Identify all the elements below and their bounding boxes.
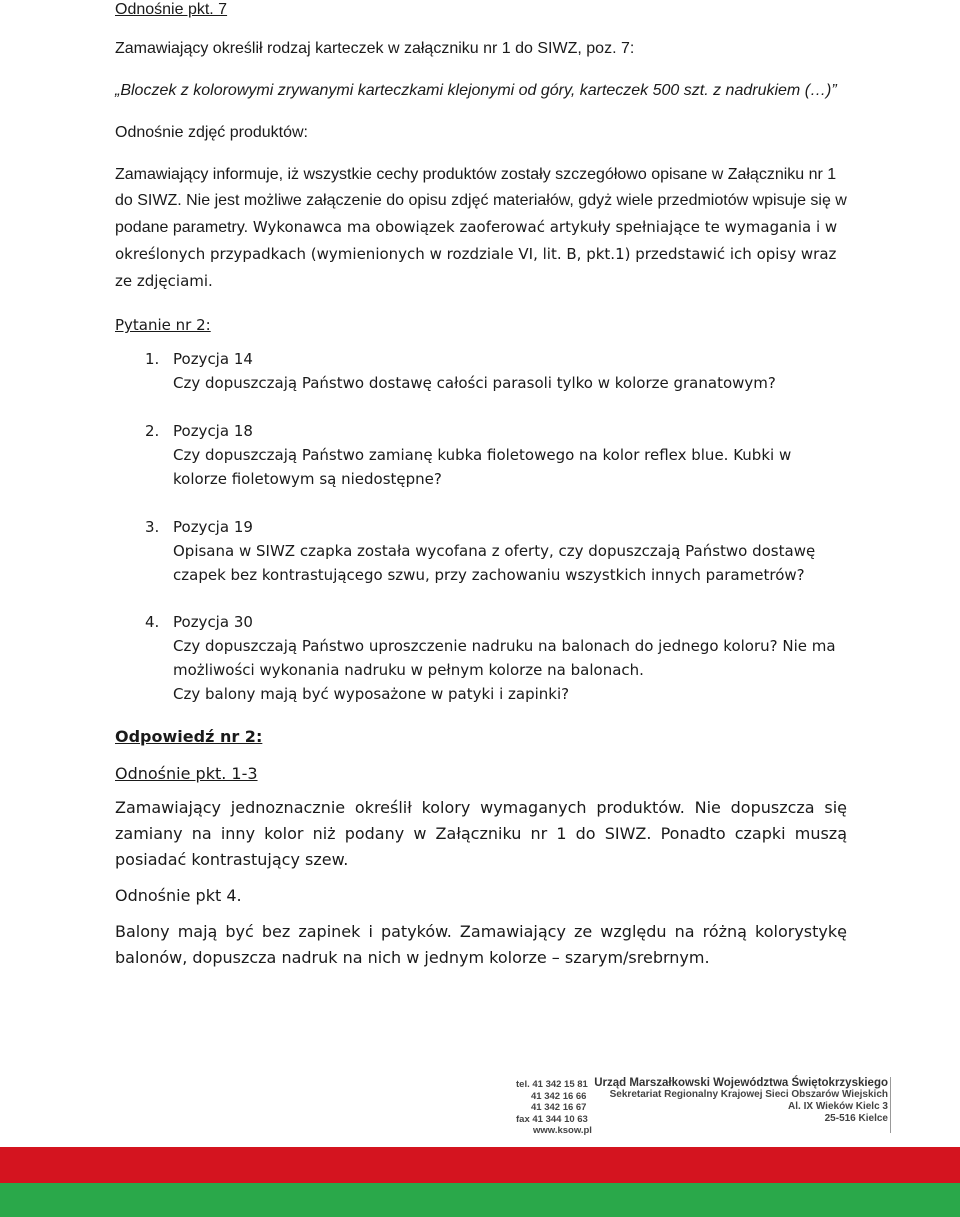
photos-heading: Odnośnie zdjęć produktów: [115, 124, 308, 141]
footer-contact [516, 1079, 592, 1137]
footer-band-green [0, 1183, 960, 1217]
question-item [115, 419, 847, 491]
photos-part1: Zamawiający informuje, iż wszystkie cechy produktów zostały szczegółowo opisane w Załączniku nr 1 do SIWZ. Nie jest możliwe załączenie do opisu zdjęć materiałów, gdyż wiele przedmiotów wpisuje się w podane parametry. [115, 166, 847, 236]
footer-org-line: Sekretariat Regionalny Krajowej Sieci Obszarów Wiejskich [609, 1089, 888, 1100]
question-text: Czy dopuszczają Państwo zamianę kubka fioletowego na kolor reflex blue. Kubki w kolorze fioletowym są niedostępne? [173, 446, 792, 488]
answer2-sub2: Odnośnie pkt 4. [115, 886, 242, 905]
question-item [115, 347, 847, 395]
question-item [115, 610, 847, 706]
footer-org-title: Urząd Marszałkowski Województwa Świętokrzyskiego [594, 1077, 888, 1089]
section7-line1: Zamawiający określił rodzaj karteczek w załączniku nr 1 do SIWZ, poz. 7: [115, 40, 635, 57]
question-title: Pozycja 14 [173, 350, 253, 368]
answer2-para1: Zamawiający jednoznacznie określił kolory wymaganych produktów. Nie dopuszcza się zamiany na inny kolor niż podany w Załączniku nr 1 do SIWZ. Ponadto czapki muszą posiadać kontrastujący szew. [115, 798, 847, 869]
question-number: 1. [145, 350, 160, 368]
question-text: Czy dopuszczają Państwo dostawę całości parasoli tylko w kolorze granatowym? [173, 374, 776, 392]
question-item [115, 515, 847, 587]
question-number: 4. [145, 613, 160, 631]
photos-paragraph [115, 162, 847, 295]
footer-phone: 41 342 16 67 [531, 1102, 587, 1113]
answer2-para2: Balony mają być bez zapinek i patyków. Zamawiający ze względu na różną kolorystykę balonów, dopuszcza nadruk na nich w jednym kolorze – szarym/srebrnym. [115, 922, 847, 967]
footer-phone: 41 342 16 66 [531, 1090, 587, 1102]
question-text-extra: Czy balony mają być wyposażone w patyki i zapinki? [173, 685, 570, 703]
question-text: Czy dopuszczają Państwo uproszczenie nadruku na balonach do jednego koloru? Nie ma możliwości wykonania nadruku w pełnym kolorze na balonach. [173, 637, 836, 679]
footer-org-line: Al. IX Wieków Kielc 3 [788, 1101, 888, 1112]
footer-phone: tel. 41 342 15 81 [516, 1079, 588, 1090]
footer-organization [594, 1077, 888, 1125]
question-title: Pozycja 30 [173, 613, 253, 631]
answer2-sub1: Odnośnie pkt. 1-3 [115, 764, 258, 783]
answer2-heading: Odpowiedź nr 2: [115, 727, 263, 746]
question-title: Pozycja 18 [173, 422, 253, 440]
question-title: Pozycja 19 [173, 518, 253, 536]
footer-band-red [0, 1147, 960, 1183]
footer-divider [890, 1077, 891, 1133]
photos-part2: Wykonawca ma obowiązek zaoferować artykuły spełniające te wymagania i w określonych przypadkach (wymienionych w rozdziale VI, lit. B, pkt.1) przedstawić ich opisy wraz ze zdjęciami. [115, 218, 838, 290]
section7-heading: Odnośnie pkt. 7 [115, 1, 228, 18]
question-text: Opisana w SIWZ czapka została wycofana z oferty, czy dopuszczają Państwo dostawę czapek bez kontrastującego szwu, przy zachowaniu wszystkich innych parametrów? [173, 542, 816, 584]
question2-heading: Pytanie nr 2: [115, 316, 211, 334]
question-number: 2. [145, 422, 160, 440]
section7-quote: „Bloczek z kolorowymi zrywanymi karteczkami klejonymi od góry, karteczek 500 szt. z nadrukiem (…)” [115, 82, 837, 99]
footer-fax: fax 41 344 10 63 [516, 1113, 588, 1125]
question-number: 3. [145, 518, 160, 536]
footer-website-link[interactable]: www.ksow.pl [533, 1125, 592, 1136]
footer-org-line: 25-516 Kielce [824, 1113, 888, 1124]
